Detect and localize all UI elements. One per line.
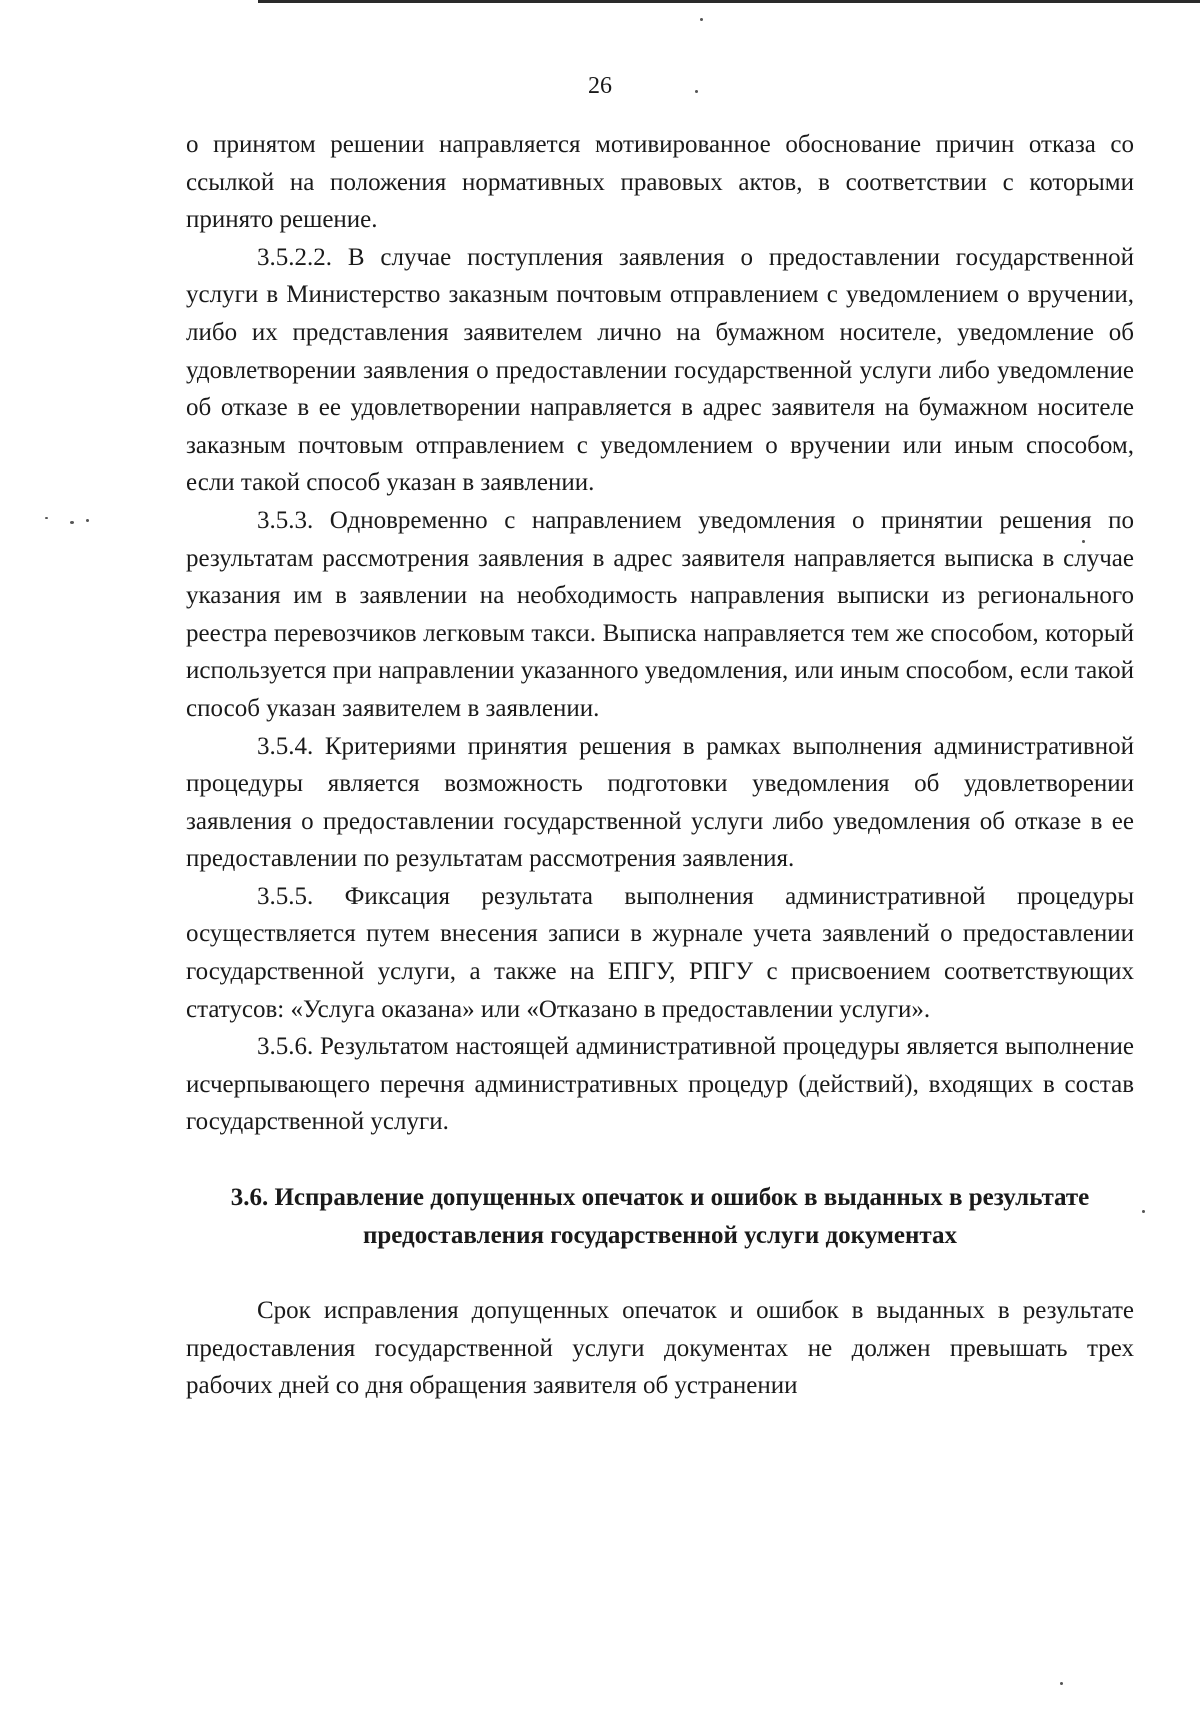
paragraph-3-6-body: Срок исправления допущенных опечаток и ошибок в выданных в результате предоставления государственной услуги документах не должен превышать трех рабочих дней со дня обращения заявителя об устранении: [186, 1297, 1134, 1400]
scan-speck: [1060, 1682, 1063, 1685]
paragraph-continuation: о принятом решении направляется мотивированное обоснование причин отказа со ссылкой на положения нормативных правовых актов, в соответствии с которыми принято решение.: [186, 131, 1134, 234]
section-heading-3-6: 3.6. Исправление допущенных опечаток и ошибок в выданных в результате предоставления государственной услуги документах: [230, 1184, 1090, 1249]
scan-speck: [70, 521, 74, 524]
scan-speck: [1142, 1210, 1145, 1213]
paragraph-3-5-5: 3.5.5. Фиксация результата выполнения административной процедуры осуществляется путем внесения записи в журнале учета заявлений о предоставлении государственной услуги, а также на ЕПГУ, РПГУ с присвоением соответствующих статусов: «Услуга оказана» или «Отказано в предоставлении услуги».: [186, 882, 1134, 1023]
scan-speck: [695, 90, 698, 93]
paragraph-3-5-4: 3.5.4. Критериями принятия решения в рамках выполнения административной процедуры является возможность подготовки уведомления об удовлетворении заявления о предоставлении государственной услуги либо уведомления об отказе в ее предоставлении по результатам рассмотрения заявления.: [186, 732, 1134, 873]
paragraph-3-5-6: 3.5.6. Результатом настоящей административной процедуры является выполнение исчерпывающего перечня административных процедур (действий), входящих в состав государственной услуги.: [186, 1033, 1134, 1136]
paragraph-3-5-3: 3.5.3. Одновременно с направлением уведомления о принятии решения по результатам рассмотрения заявления в адрес заявителя направляется выписка в случае указания им в заявлении на необходимость направления выписки из регионального реестра перевозчиков легковым такси. Выписка направляется тем же способом, который используется при направлении указанного уведомления, или иным способом, если такой способ указан заявителем в заявлении.: [186, 506, 1134, 722]
page-number: 26: [588, 73, 612, 99]
scan-speck: [700, 18, 703, 21]
paragraph-3-5-2-2: 3.5.2.2. В случае поступления заявления о предоставлении государственной услуги в Министерство заказным почтовым отправлением с уведомлением о вручении, либо их представления заявителем лично на бумажном носителе, уведомление об удовлетворении заявления о предоставлении государственной услуги либо уведомление об отказе в ее удовлетворении направляется в адрес заявителя на бумажном носителе заказным почтовым отправлением с уведомлением о вручении или иным способом, если такой способ указан в заявлении.: [186, 243, 1134, 497]
top-border-line: [258, 0, 1200, 3]
scan-speck: [86, 519, 89, 522]
scan-speck: [1082, 540, 1085, 543]
scan-speck: [45, 517, 48, 519]
document-body: [186, 126, 1134, 1405]
